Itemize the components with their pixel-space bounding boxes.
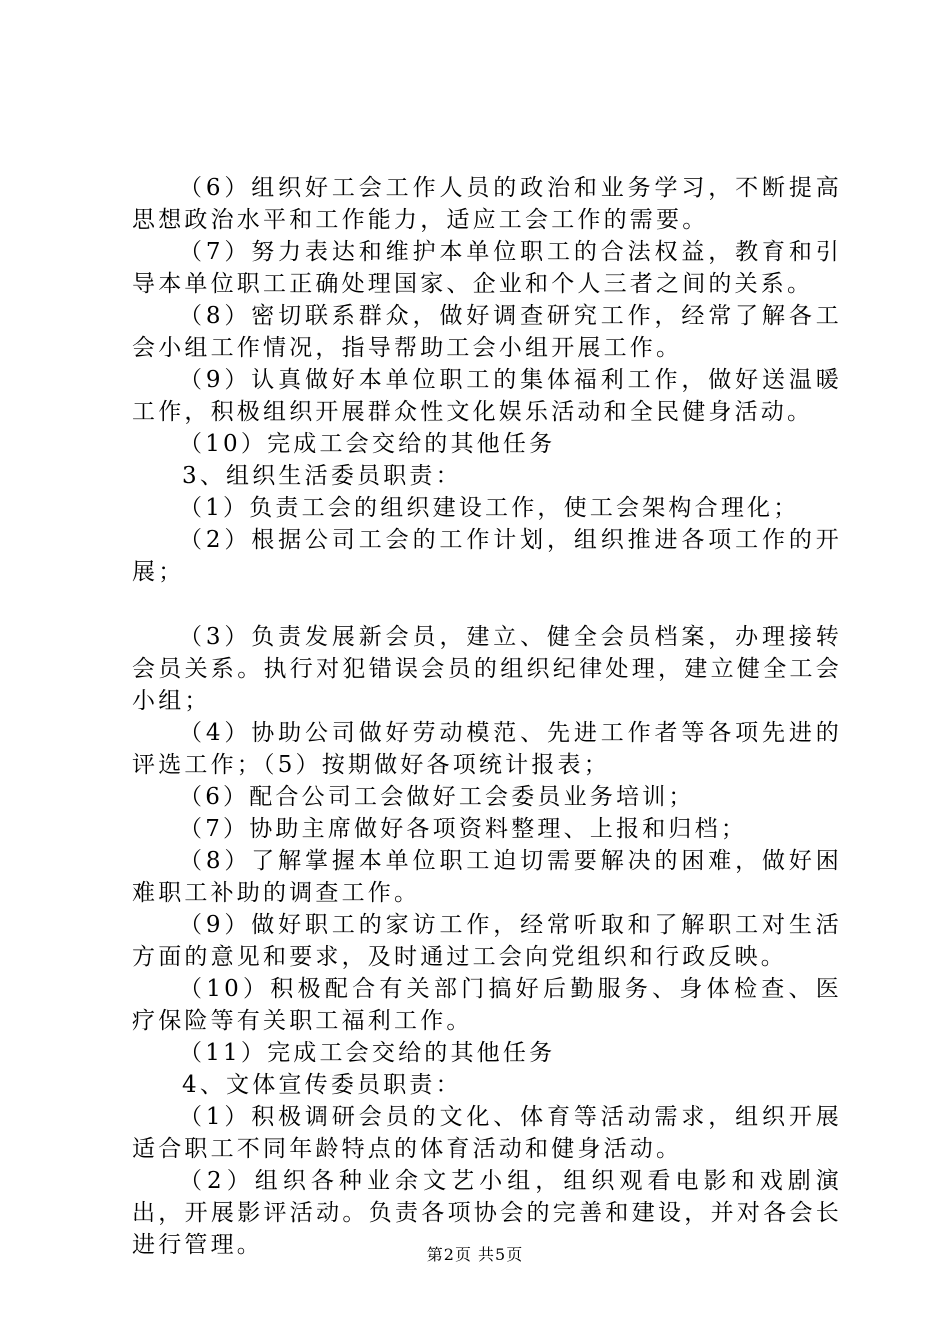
section-heading-culture: 4、文体宣传委员职责： bbox=[182, 1072, 462, 1098]
paragraph-org-item-4-5: （4）协助公司做好劳动模范、先进工作者等各项先进的评选工作；（5）按期做好各项统计报表； bbox=[132, 720, 842, 778]
paragraph-gap bbox=[132, 588, 842, 621]
paragraph-org-item-9: （9）做好职工的家访工作，经常听取和了解职工对生活方面的意见和要求，及时通过工会向党组织和行政反映。 bbox=[132, 912, 842, 970]
paragraph-org-item-1: （1）负责工会的组织建设工作，使工会架构合理化； bbox=[179, 495, 800, 521]
paragraph-culture-item-1: （1）积极调研会员的文化、体育等活动需求，组织开展适合职工不同年龄特点的体育活动和健身活动。 bbox=[132, 1104, 842, 1162]
paragraph-item-6-top: （6）组织好工会工作人员的政治和业务学习，不断提高思想政治水平和工作能力，适应工会工作的需要。 bbox=[132, 175, 842, 233]
document-body bbox=[132, 172, 842, 1261]
section-heading-organization: 3、组织生活委员职责： bbox=[182, 463, 462, 489]
paragraph-org-item-8: （8）了解掌握本单位职工迫切需要解决的困难，做好困难职工补助的调查工作。 bbox=[132, 848, 842, 906]
page-footer: 第2页 共5页 bbox=[426, 1245, 524, 1264]
paragraph-org-item-11: （11）完成工会交给的其他任务 bbox=[179, 1040, 556, 1066]
paragraph-item-9-top: （9）认真做好本单位职工的集体福利工作，做好送温暖工作，积极组织开展群众性文化娱乐活动和全民健身活动。 bbox=[132, 367, 842, 425]
paragraph-org-item-2: （2）根据公司工会的工作计划，组织推进各项工作的开展； bbox=[132, 527, 842, 585]
paragraph-item-10-top: （10）完成工会交给的其他任务 bbox=[179, 431, 556, 457]
paragraph-item-8-top: （8）密切联系群众，做好调查研究工作，经常了解各工会小组工作情况，指导帮助工会小组开展工作。 bbox=[132, 303, 842, 361]
paragraph-culture-item-2: （2）组织各种业余文艺小组，组织观看电影和戏剧演出，开展影评活动。负责各项协会的完善和建设，并对各会长进行管理。 bbox=[132, 1168, 842, 1258]
paragraph-org-item-10: （10）积极配合有关部门搞好后勤服务、身体检查、医疗保险等有关职工福利工作。 bbox=[132, 976, 842, 1034]
paragraph-org-item-6: （6）配合公司工会做好工会委员业务培训； bbox=[179, 784, 695, 810]
paragraph-org-item-7: （7）协助主席做好各项资料整理、上报和归档； bbox=[179, 816, 748, 842]
paragraph-org-item-3: （3）负责发展新会员，建立、健全会员档案，办理接转会员关系。执行对犯错误会员的组织纪律处理，建立健全工会小组； bbox=[132, 624, 842, 714]
paragraph-item-7-top: （7）努力表达和维护本单位职工的合法权益，教育和引导本单位职工正确处理国家、企业和个人三者之间的关系。 bbox=[132, 239, 842, 297]
